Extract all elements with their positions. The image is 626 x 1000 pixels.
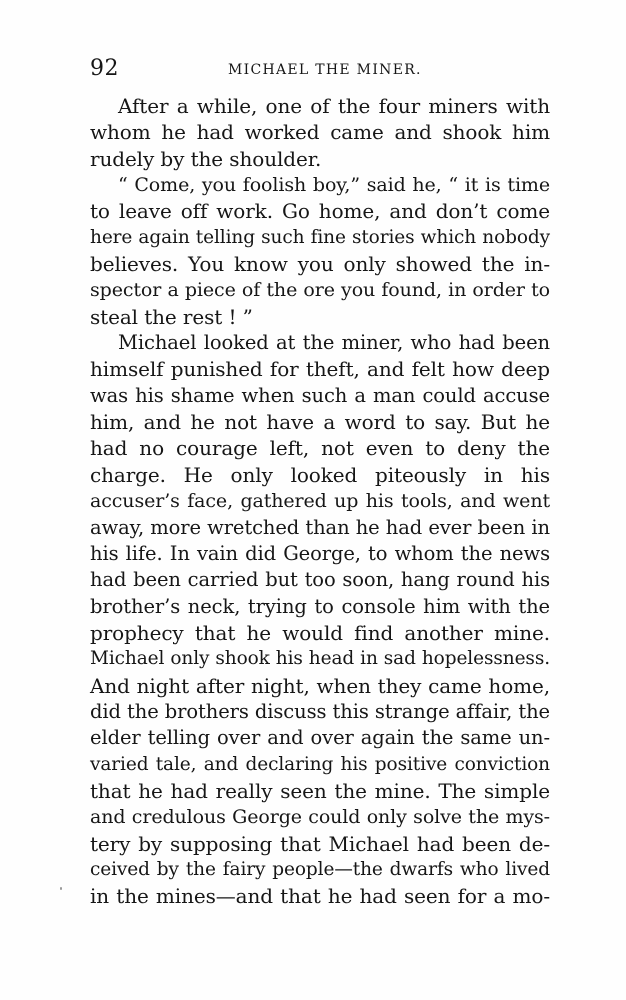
text-line: varied tale, and declaring his positive conviction [90,753,550,775]
text-line: him, and he not have a word to say. But he [90,410,550,435]
text-line: was his shame when such a man could accuse [90,383,550,407]
text-line: himself punished for theft, and felt how deep [90,357,550,382]
text-line: elder telling over and over again the same un- [90,726,550,750]
body-text [90,93,550,910]
text-line: Michael only shook his head in sad hopelessness. [90,648,550,670]
text-line: had been carried but too soon, hang round his [90,568,550,592]
text-line: Michael looked at the miner, who had been [118,331,550,355]
text-line: here again telling such fine stories which nobody [90,226,550,248]
page-number: 92 [90,56,119,81]
page-header [90,56,550,86]
text-line: And night after night, when they came home, [90,673,550,698]
text-line: that he had really seen the mine. The simple [90,778,550,803]
text-line: After a while, one of the four miners with [118,94,550,118]
text-line: believes. You know you only showed the in- [90,252,550,277]
text-line: whom he had worked came and shook him [90,120,550,145]
text-line: tery by supposing that Michael had been de- [90,831,550,856]
text-line: accuser’s face, gathered up his tools, and went [90,490,550,513]
text-line: did the brothers discuss this strange affair, the [90,699,550,723]
ink-speck [60,887,62,890]
text-line: had no courage left, not even to deny the [90,436,550,461]
text-line: brother’s neck, trying to console him with the [90,594,550,618]
text-line: ceived by the fairy people—the dwarfs who lived [90,858,550,880]
text-line: in the mines—and that he had seen for a mo- [90,884,550,909]
text-line: rudely by the shoulder. [90,146,322,171]
text-line: his life. In vain did George, to whom the news [90,541,550,565]
text-line: away, more wretched than he had ever been in [90,515,550,539]
text-line: to leave off work. Go home, and don’t come [90,199,550,224]
text-line: steal the rest ! ” [90,304,253,329]
text-line: spector a piece of the ore you found, in order to [90,279,550,302]
text-line: “ Come, you foolish boy,” said he, “ it is time [118,174,550,197]
text-line: prophecy that he would find another mine. [90,620,550,645]
text-line: charge. He only looked piteously in his [90,462,550,487]
text-line: and credulous George could only solve the mys- [90,806,550,829]
running-title: MICHAEL THE MINER. [228,62,422,78]
